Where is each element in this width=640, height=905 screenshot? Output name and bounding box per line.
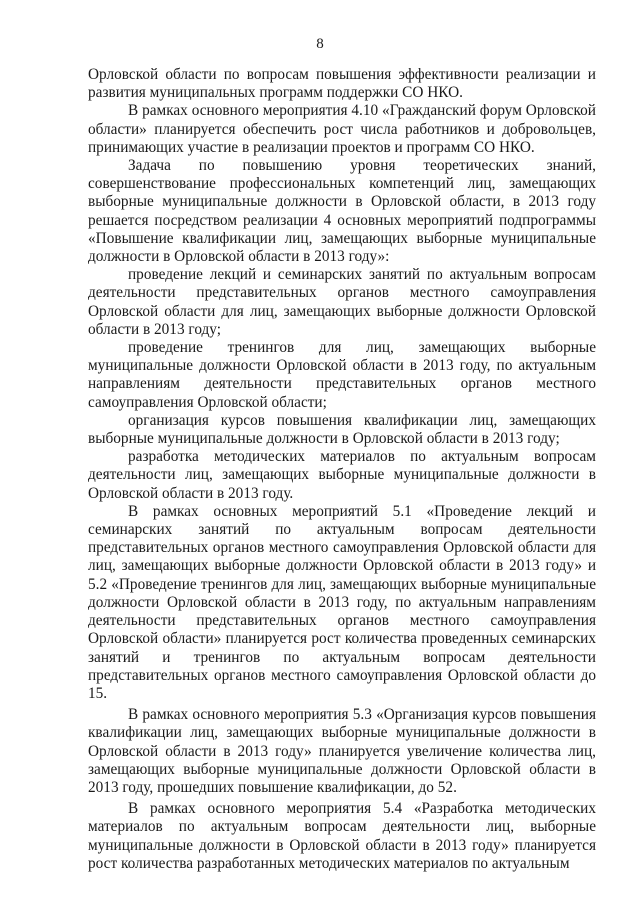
paragraph-measures-5-1-5-2: В рамках основных мероприятий 5.1 «Проведение лекций и семинарских занятий по актуальным вопросам деятельности представительных органов местного самоуправления Орловской области для лиц, замещающих выборные должности Орловской области в 2013 году» и 5.2 «Проведение тренингов для лиц, замещающих выборные муниципальные должности Орловской области в 2013 году, по актуальным направлениям деятельности представительных органов местного самоуправления Орловской области» планируется рост количества проведенных семинарских занятий и тренингов по актуальным вопросам деятельности представительных органов местного самоуправления Орловской области до 15. <box>88 502 596 702</box>
page-number: 8 <box>316 36 324 52</box>
list-item-materials: разработка методических материалов по актуальным вопросам деятельности лиц, замещающих выборные муниципальные должности в Орловской области в 2013 году. <box>88 448 596 502</box>
document-body <box>88 66 596 873</box>
paragraph-measure-5-3: В рамках основного мероприятия 5.3 «Организация курсов повышения квалификации лиц, замещающих выборные муниципальные должности в Орловской области в 2013 году» планируется увеличение количества лиц, замещающих выборные муниципальные должности Орловской области в 2013 году, прошедших повышение квалификации, до 52. <box>88 706 596 796</box>
list-item-courses: организация курсов повышения квалификации лиц, замещающих выборные муниципальные должности в Орловской области в 2013 году; <box>88 411 596 448</box>
paragraph-task: Задача по повышению уровня теоретических знаний, совершенствование профессиональных компетенций лиц, замещающих выборные муниципальные должности в Орловской области, в 2013 году решается посредством реализации 4 основных мероприятий подпрограммы «Повышение квалификации лиц, замещающих выборные муниципальные должности в Орловской области в 2013 году»: <box>88 157 596 266</box>
paragraph-forum: В рамках основного мероприятия 4.10 «Гражданский форум Орловской области» планируется обеспечить рост числа работников и добровольцев, принимающих участие в реализации проектов и программ СО НКО. <box>88 102 596 156</box>
paragraph-measure-5-4: В рамках основного мероприятия 5.4 «Разработка методических материалов по актуальным вопросам деятельности лиц, выборные муниципальные должности в Орловской области в 2013 году» планируется рост количества разработанных методических материалов по актуальным <box>88 800 596 872</box>
paragraph-continuation: Орловской области по вопросам повышения эффективности реализации и развития муниципальных программ поддержки СО НКО. <box>88 66 596 102</box>
list-item-trainings: проведение тренингов для лиц, замещающих выборные муниципальные должности Орловской области в 2013 году, по актуальным направлениям деятельности представительных органов местного самоуправления Орловской области; <box>88 339 596 411</box>
list-item-lectures: проведение лекций и семинарских занятий по актуальным вопросам деятельности представительных органов местного самоуправления Орловской области для лиц, замещающих выборные должности Орловской области в 2013 году; <box>88 266 596 338</box>
